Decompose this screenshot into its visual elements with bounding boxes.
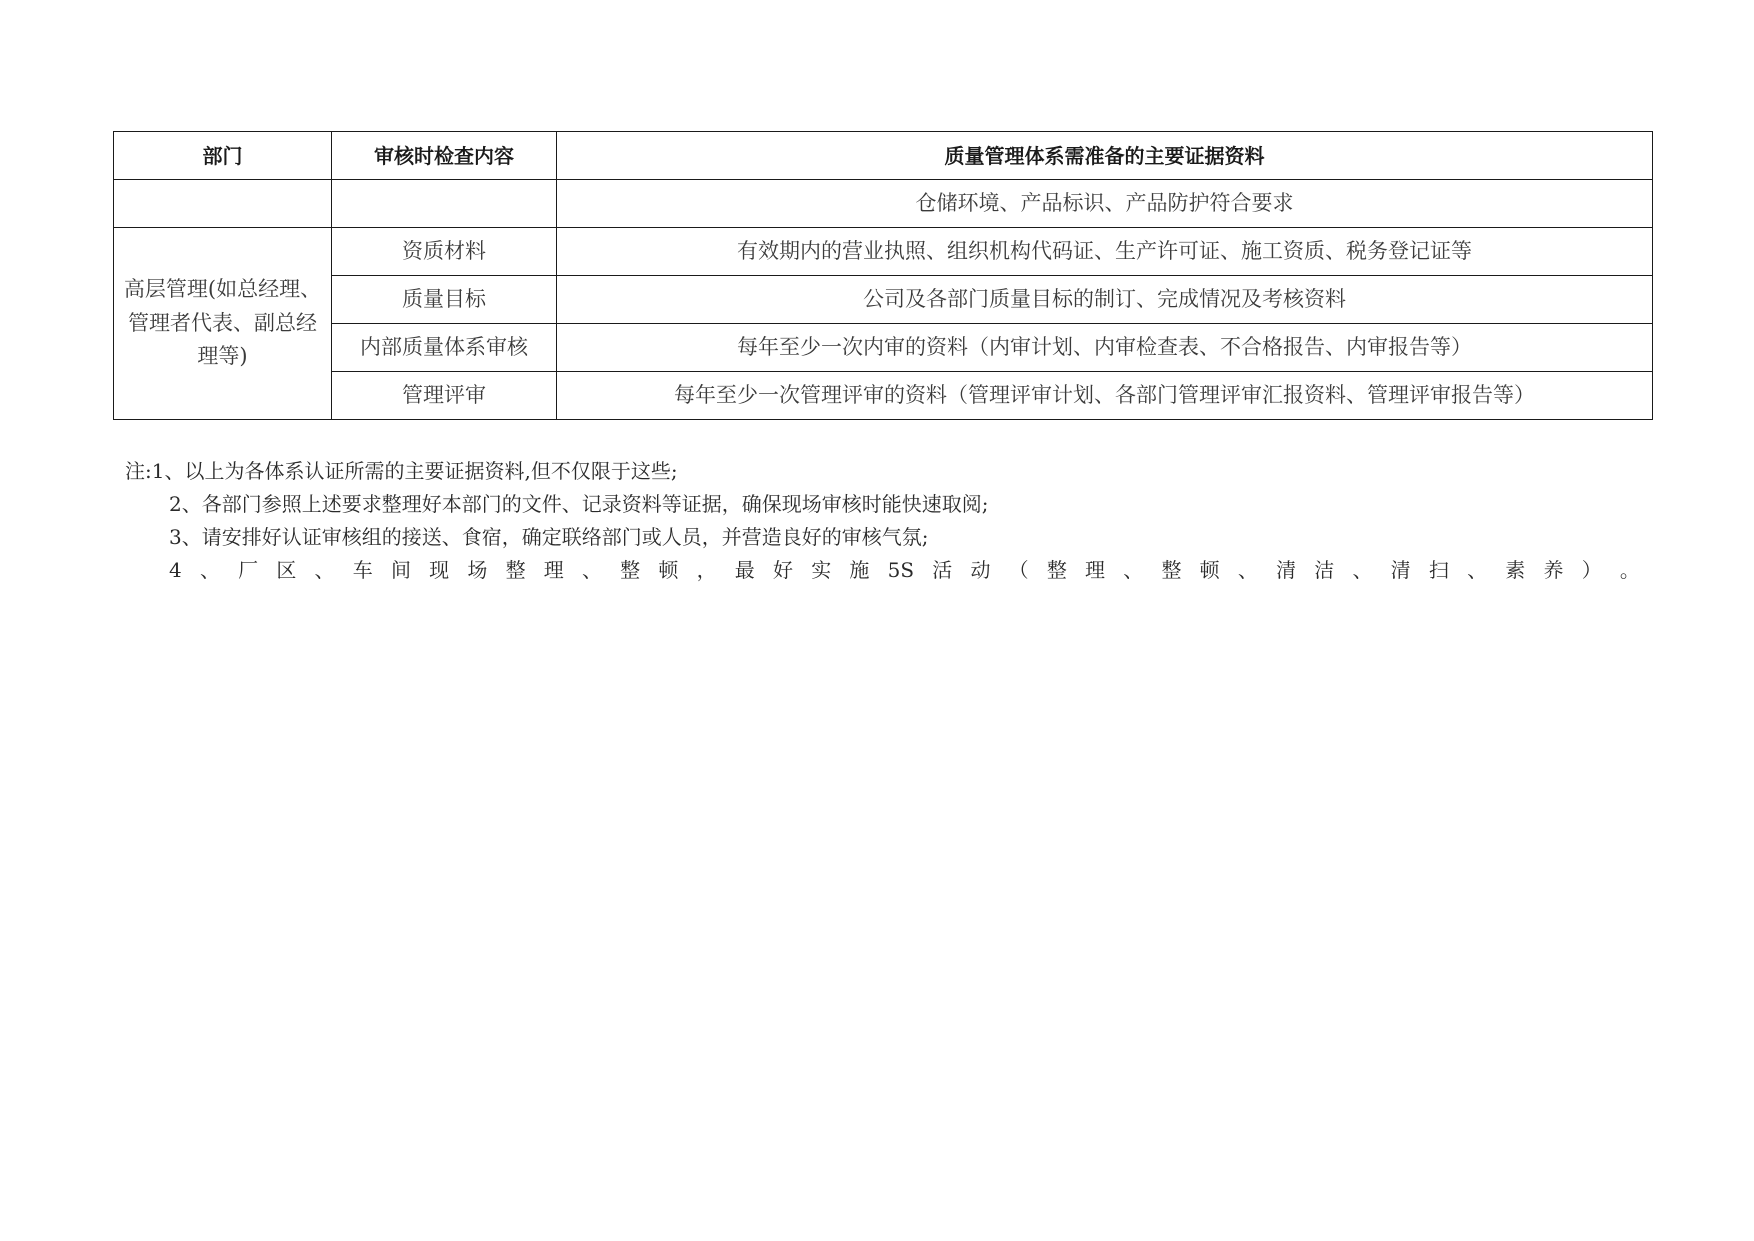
note-4-char: ） xyxy=(1581,558,1602,582)
note-4-char: 车 xyxy=(352,558,373,582)
note-4-char: 间 xyxy=(390,558,411,582)
note-4-char: 实 xyxy=(811,558,832,582)
note-4-char: 动 xyxy=(970,558,991,582)
note-4-char: 4 xyxy=(169,558,182,582)
cell-evidence: 每年至少一次管理评审的资料（管理评审计划、各部门管理评审汇报资料、管理评审报告等） xyxy=(557,372,1653,420)
note-2: 2、各部门参照上述要求整理好本部门的文件、记录资料等证据，确保现场审核时能快速取阅; xyxy=(169,492,989,516)
table-row xyxy=(114,372,1653,420)
note-4-char: 整 xyxy=(1046,558,1067,582)
cell-check: 内部质量体系审核 xyxy=(332,324,557,372)
note-4-char: 、 xyxy=(314,558,335,582)
note-4-char: 顿 xyxy=(658,558,679,582)
note-4-char: ， xyxy=(696,558,717,582)
note-4-char: 清 xyxy=(1276,558,1297,582)
note-4-char: 、 xyxy=(1467,558,1488,582)
note-4-char: 活 xyxy=(932,558,953,582)
note-4-char: 、 xyxy=(1123,558,1144,582)
note-4-char: 、 xyxy=(199,558,220,582)
note-4 xyxy=(125,554,1640,587)
note-4-char: 养 xyxy=(1543,558,1564,582)
note-4-char: 好 xyxy=(772,558,793,582)
note-4-char: 。 xyxy=(1619,558,1640,582)
note-4-char: 整 xyxy=(1161,558,1182,582)
note-4-char: 施 xyxy=(849,558,870,582)
cell-dept-senior-management: 高层管理(如总经理、管理者代表、副总经理等) xyxy=(114,228,332,420)
note-4-char: 整 xyxy=(620,558,641,582)
note-4-char: 区 xyxy=(276,558,297,582)
note-4-char: 洁 xyxy=(1314,558,1335,582)
header-evidence: 质量管理体系需准备的主要证据资料 xyxy=(557,132,1653,180)
notes-section xyxy=(125,455,1640,587)
table-row xyxy=(114,276,1653,324)
note-4-char: 最 xyxy=(734,558,755,582)
table-header-row xyxy=(114,132,1653,180)
cell-check xyxy=(332,180,557,228)
note-4-char: （ xyxy=(1008,558,1029,582)
note-4-char: 扫 xyxy=(1428,558,1449,582)
note-4-char: 5S xyxy=(887,558,915,582)
note-4-char: 清 xyxy=(1390,558,1411,582)
cell-check: 资质材料 xyxy=(332,228,557,276)
note-3: 3、请安排好认证审核组的接送、食宿，确定联络部门或人员，并营造良好的审核气氛; xyxy=(169,525,929,549)
note-4-char: 厂 xyxy=(238,558,259,582)
header-check-content: 审核时检查内容 xyxy=(332,132,557,180)
note-4-char: 整 xyxy=(505,558,526,582)
note-4-char: 、 xyxy=(1237,558,1258,582)
note-4-char: 素 xyxy=(1505,558,1526,582)
cell-evidence: 有效期内的营业执照、组织机构代码证、生产许可证、施工资质、税务登记证等 xyxy=(557,228,1653,276)
note-4-char: 理 xyxy=(1085,558,1106,582)
note-4-char: 、 xyxy=(1352,558,1373,582)
note-4-char: 、 xyxy=(581,558,602,582)
cell-dept xyxy=(114,180,332,228)
cell-check: 管理评审 xyxy=(332,372,557,420)
cell-evidence: 每年至少一次内审的资料（内审计划、内审检查表、不合格报告、内审报告等） xyxy=(557,324,1653,372)
cell-check: 质量目标 xyxy=(332,276,557,324)
cell-evidence: 仓储环境、产品标识、产品防护符合要求 xyxy=(557,180,1653,228)
note-1: 注:1、以上为各体系认证所需的主要证据资料,但不仅限于这些; xyxy=(125,459,678,483)
table-row xyxy=(114,228,1653,276)
note-4-char: 顿 xyxy=(1199,558,1220,582)
note-4-char: 理 xyxy=(543,558,564,582)
header-dept: 部门 xyxy=(114,132,332,180)
audit-evidence-table xyxy=(113,131,1653,420)
note-4-char: 现 xyxy=(429,558,450,582)
cell-evidence: 公司及各部门质量目标的制订、完成情况及考核资料 xyxy=(557,276,1653,324)
table-row xyxy=(114,324,1653,372)
note-4-char: 场 xyxy=(467,558,488,582)
table-row xyxy=(114,180,1653,228)
